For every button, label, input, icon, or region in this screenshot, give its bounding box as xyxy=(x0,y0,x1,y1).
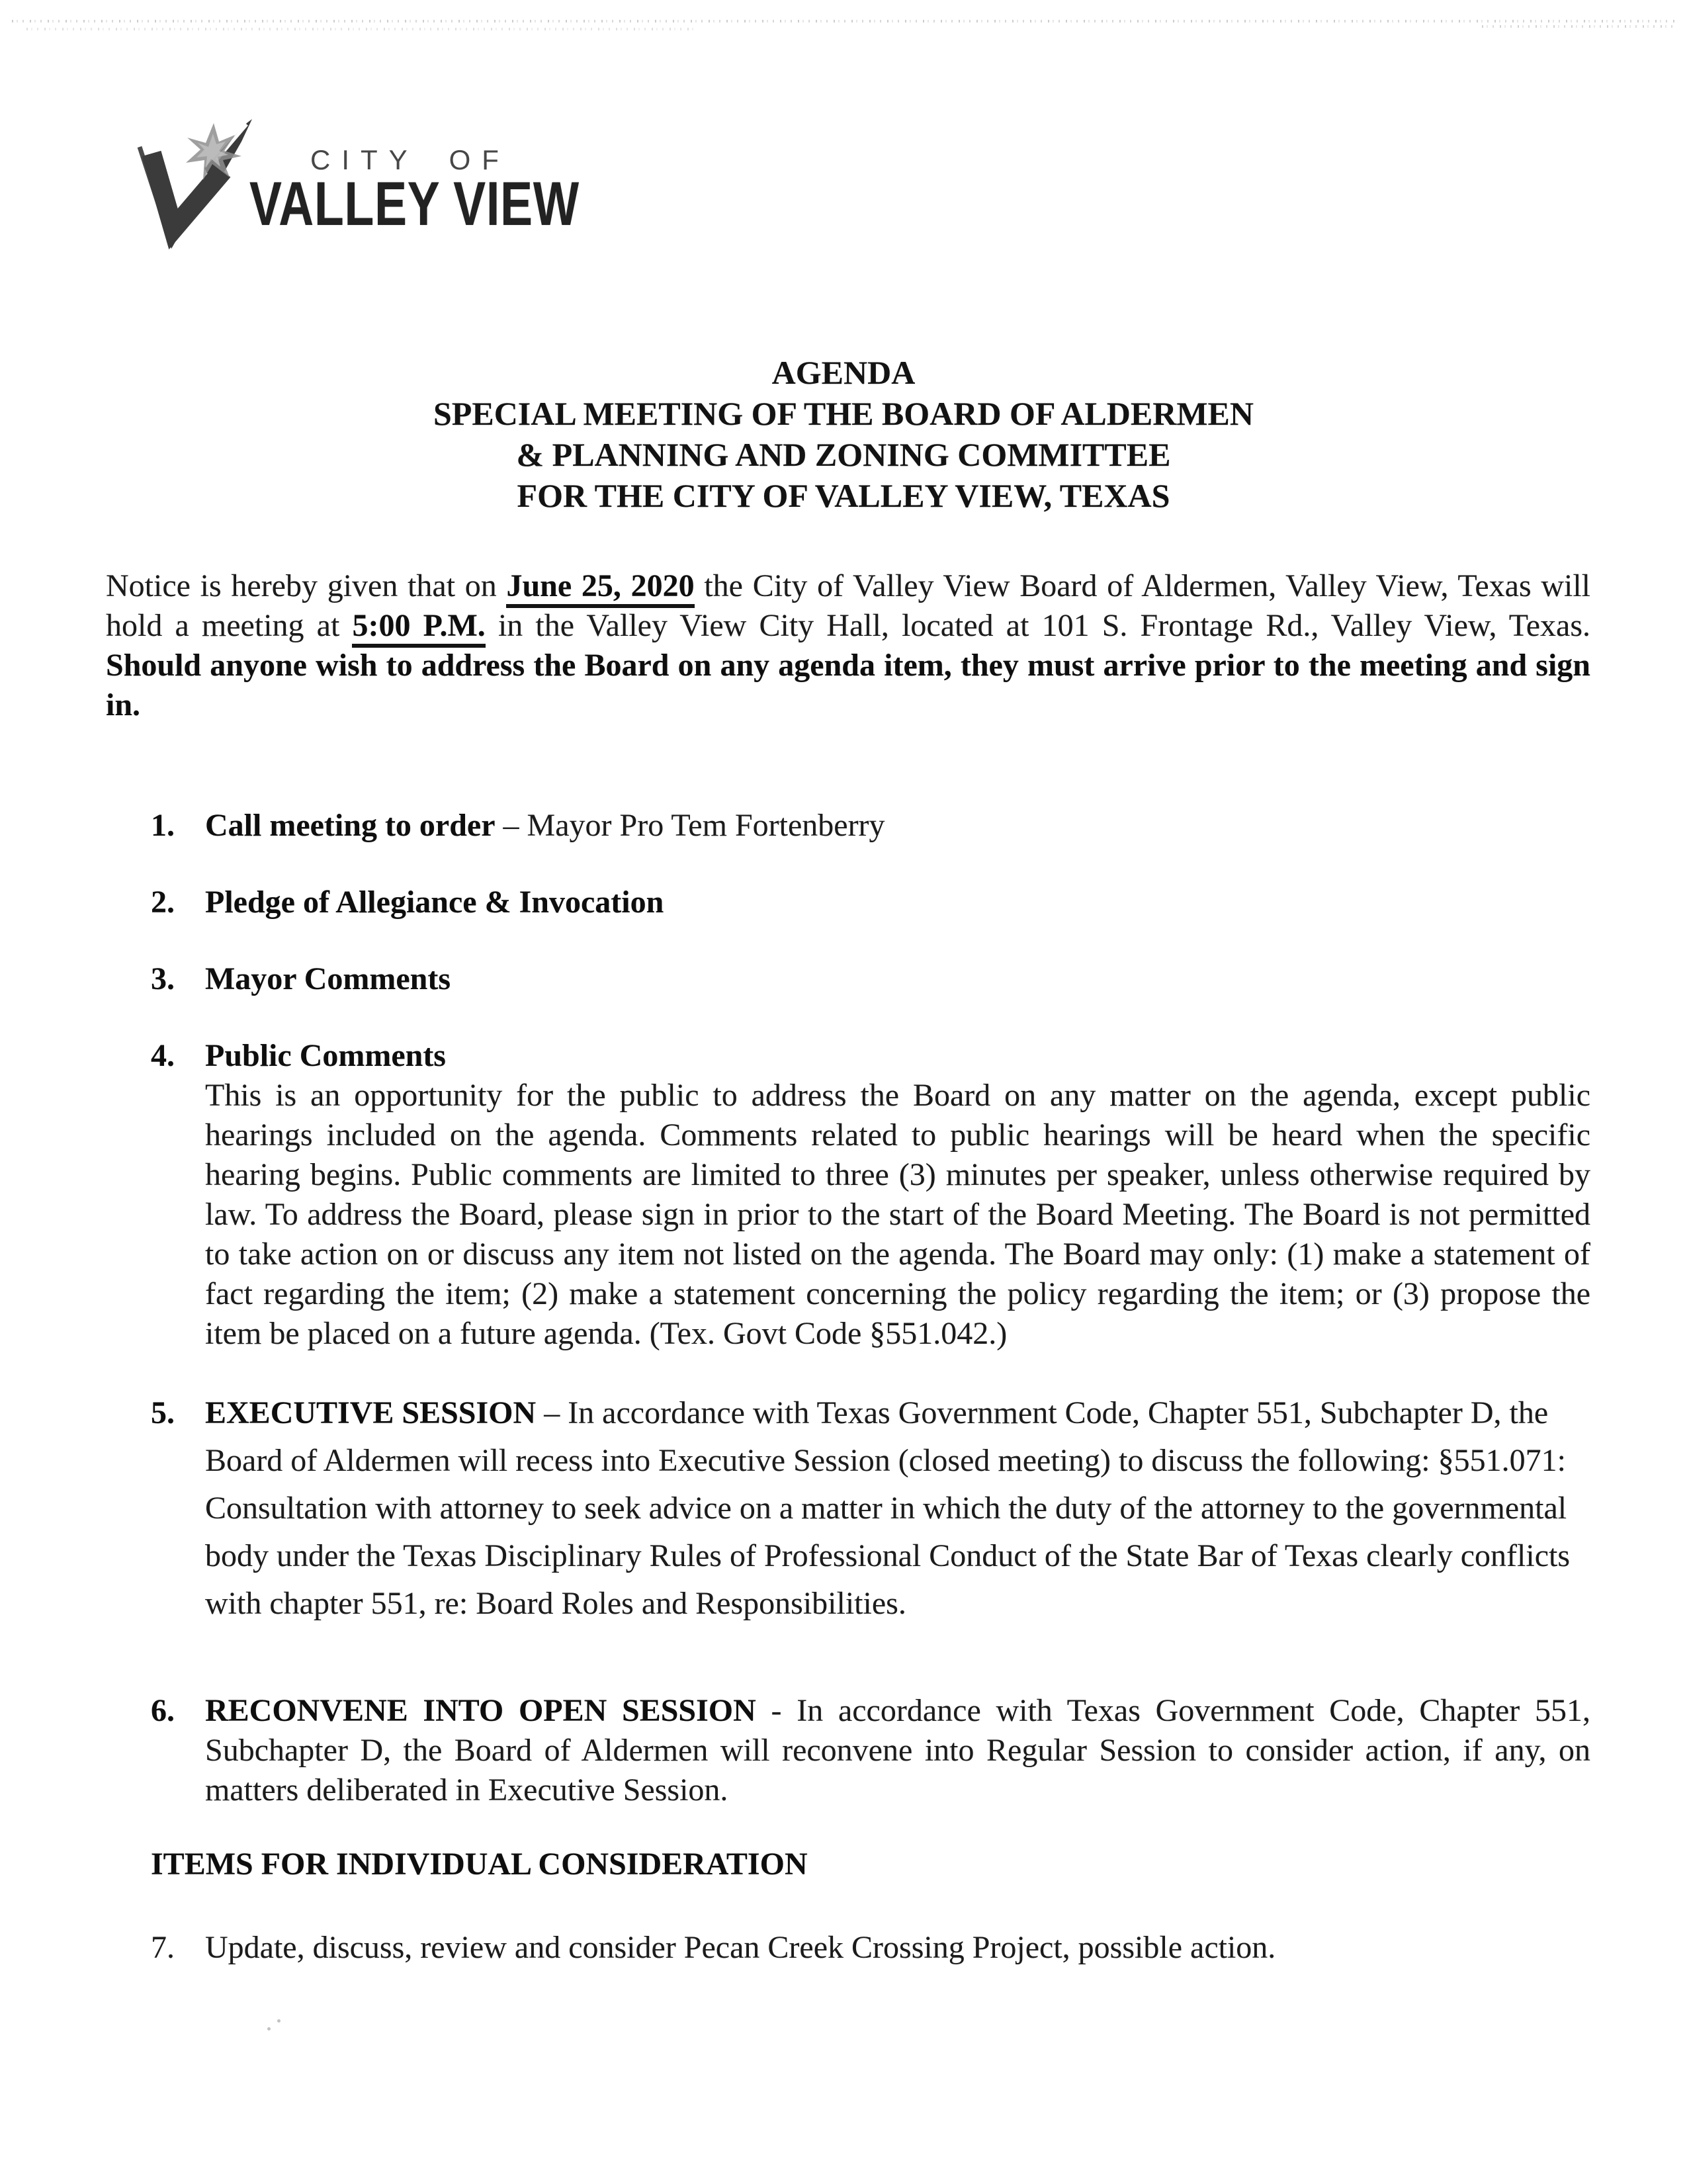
title-line-committee: & PLANNING AND ZONING COMMITTEE xyxy=(516,436,1171,473)
agenda-item-3 xyxy=(151,959,1590,999)
item-number: 1. xyxy=(151,808,175,843)
notice-text: Notice is hereby given that on xyxy=(106,568,507,603)
item-text xyxy=(205,1691,1590,1810)
city-logo xyxy=(136,119,580,258)
agenda-item-2 xyxy=(151,883,1590,922)
section-header-individual-consideration: ITEMS FOR INDIVIDUAL CONSIDERATION xyxy=(151,1847,808,1882)
item-detail: – Mayor Pro Tem Fortenberry xyxy=(495,808,885,843)
scan-noise-line xyxy=(12,20,1675,22)
meeting-time: 5:00 P.M. xyxy=(352,608,485,648)
agenda-item-6 xyxy=(151,1691,1590,1810)
checkmark-star-icon xyxy=(136,119,255,251)
item-number: 2. xyxy=(151,885,175,920)
scan-speck xyxy=(267,2027,271,2031)
item-number: 7. xyxy=(151,1930,175,1965)
notice-text: the City of Valley View Board of Aldermen, Valley View, Texas will hold a meeting at xyxy=(106,568,1591,643)
item-body: This is an opportunity for the public to address the Board on any matter on the agenda, except public hearings included on the agenda. Comments related to public hearings will be heard when the specific hearing begins. Public comments are limited to three (3) minutes per speaker, unless otherwise required by law. To address the Board, please sign in prior to the start of the Board Meeting. The Board is not permitted to take action on or discuss any item not listed on the agenda. The Board may only: (1) make a statement of fact regarding the item; (2) make a statement concerning the policy regarding the item; or (3) propose the item be placed on a future agenda. (Tex. Govt Code §551.042.) xyxy=(205,1078,1590,1351)
notice-text: in the Valley View City Hall, located at 101 S. Frontage Rd., Valley View, Texas. xyxy=(485,608,1591,643)
scan-noise-line xyxy=(26,28,695,30)
item-number: 6. xyxy=(151,1693,175,1728)
meeting-date: June 25, 2020 xyxy=(506,568,694,608)
agenda-item-4 xyxy=(151,1036,1590,1354)
title-line-city: FOR THE CITY OF VALLEY VIEW, TEXAS xyxy=(517,477,1170,514)
notice-paragraph xyxy=(106,566,1590,725)
item-title: EXECUTIVE SESSION xyxy=(205,1395,537,1430)
item-number: 4. xyxy=(151,1038,175,1073)
agenda-item-1 xyxy=(151,806,1590,846)
item-text xyxy=(205,1036,1590,1354)
notice-signin-emphasis: Should anyone wish to address the Board on any agenda item, they must arrive prior to the meeting and sign in. xyxy=(106,648,1590,722)
title-line-agenda: AGENDA xyxy=(771,354,916,391)
item-number: 5. xyxy=(151,1395,175,1430)
scan-speck xyxy=(277,2019,281,2023)
item-text xyxy=(205,959,1590,999)
logo-city-of-label: CITY OF xyxy=(310,144,510,175)
item-title: Call meeting to order xyxy=(205,808,496,843)
item-number: 3. xyxy=(151,961,175,996)
item-detail: – In accordance with Texas Government Code, Chapter 551, Subchapter D, the Board of Aldermen will recess into Executive Session (closed meeting) to discuss the following: §551.071: Consultation with attorney to seek advice on a matter in which the duty of the attorney to the governmental body under the Texas Disciplinary Rules of Professional Conduct of the State Bar of Texas clearly conflicts with chapter 551, re: Board Roles and Responsibilities. xyxy=(205,1395,1571,1621)
item-text xyxy=(205,883,1590,922)
item-detail: - In accordance with Texas Government Code, Chapter 551, Subchapter D, the Board of Aldermen will reconvene into Regular Session to consider action, if any, on matters deliberated in Executive Session. xyxy=(205,1693,1590,1808)
item-title: Public Comments xyxy=(205,1038,446,1073)
agenda-item-5 xyxy=(151,1389,1590,1628)
logo-name-label: VALLEY VIEW xyxy=(249,169,580,238)
agenda-title-block xyxy=(0,352,1687,516)
item-text: Update, discuss, review and consider Pecan Creek Crossing Project, possible action. xyxy=(205,1930,1276,1965)
logo-text xyxy=(249,144,580,238)
item-title: Pledge of Allegiance & Invocation xyxy=(205,885,664,920)
item-title: RECONVENE INTO OPEN SESSION xyxy=(205,1693,756,1728)
item-text xyxy=(205,806,1590,846)
item-text xyxy=(205,1389,1590,1628)
agenda-item-7 xyxy=(151,1928,1590,1968)
scan-noise-line xyxy=(1482,25,1674,28)
item-title: Mayor Comments xyxy=(205,961,451,996)
agenda-item-list xyxy=(106,806,1590,1968)
title-line-meeting: SPECIAL MEETING OF THE BOARD OF ALDERMEN xyxy=(433,395,1254,432)
